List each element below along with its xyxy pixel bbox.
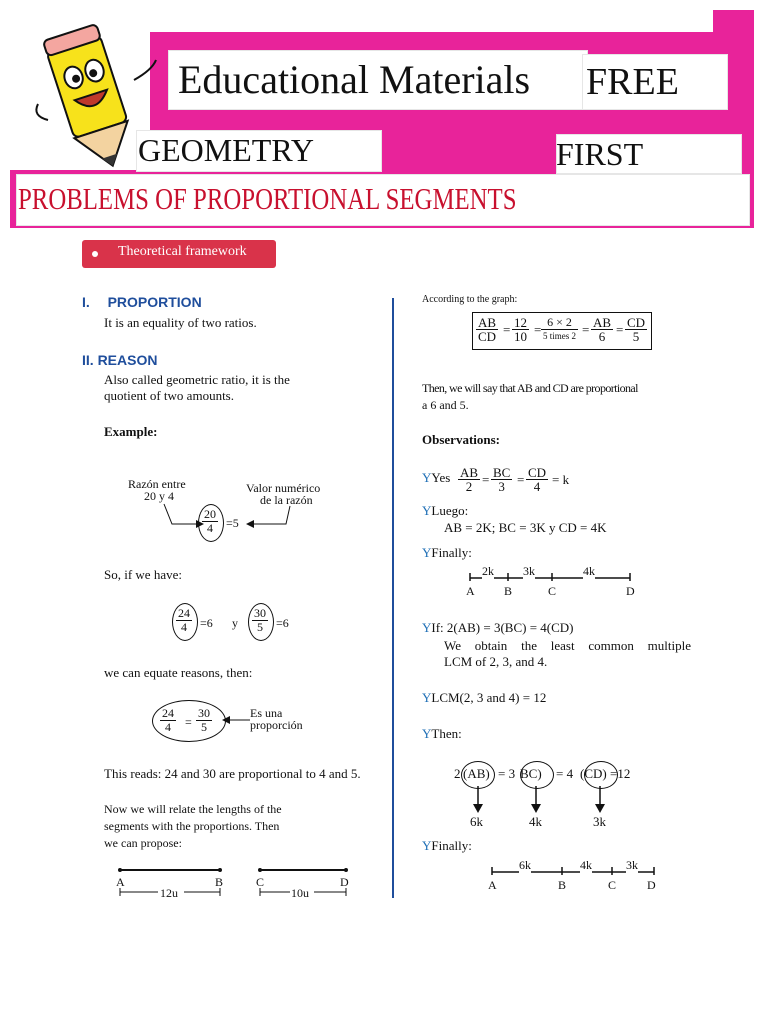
then-word: Then: [431,726,462,741]
box-12-10 [512,316,529,343]
subject-label: GEOMETRY [138,132,314,168]
seg-c-label: C [256,875,265,889]
relate-text-3: we can propose: [104,836,182,850]
bullet-y-icon: Y [422,545,432,560]
relate-text-1: Now we will relate the lengths of the [104,802,282,816]
box-cd: CD [478,329,497,344]
box-5: 5 [632,329,640,344]
line1-4k: 4k [583,564,595,578]
box-cd-2: CD [627,315,646,330]
then-text-2: a 6 and 5. [422,398,469,412]
obs-luego [422,503,468,519]
eq-12: =12 [610,766,631,781]
finally-word-2: Finally: [431,838,472,853]
example-ratio [202,508,218,535]
prop-a [160,707,176,734]
box-cd-5 [625,316,647,343]
res-3k: 3k [593,814,606,829]
eq-4: = 4 [556,766,574,781]
box-5x2-den: 5 times 2 [543,331,576,341]
yes-4: 4 [533,479,541,494]
line2-4k: 4k [580,858,592,872]
example-result: =5 [226,516,239,530]
eq-2: 2 [454,766,461,781]
yes-cd: CD [528,465,547,480]
prop-a-den: 4 [165,720,171,734]
yes-2: 2 [465,479,473,494]
seg-ab-length: 12u [160,886,178,900]
line2-d: D [647,878,656,892]
yes-ab-2 [458,466,480,493]
yes-eq-2: = [517,472,525,487]
obs-finally-2 [422,838,472,854]
obs-then [422,726,462,742]
equate-text: we can equate reasons, then: [104,665,253,680]
page-title: Educational Materials [178,57,531,102]
box-10: 10 [514,329,527,344]
seg-d-label: D [340,875,349,889]
topic-heading: PROBLEMS OF PROPORTIONAL SEGMENTS [18,181,517,216]
yes-3: 3 [498,479,505,494]
es-una-arrow [222,714,252,726]
finally-word-1: Finally: [431,545,472,560]
box-eq-3: = [582,322,590,337]
yes-k: = k [552,472,570,487]
lcm-text: LCM(2, 3 and 4) = 12 [431,690,547,705]
line2-b: B [558,878,567,892]
obtain-text-2: LCM of 2, 3, and 4. [444,654,548,669]
proportion-title: PROPORTION [107,294,202,310]
level-label: FIRST [556,136,644,172]
column-divider [392,298,394,898]
eq-cd: (CD) [580,766,607,781]
yes-bc-3 [491,466,512,493]
prop-a-num: 24 [162,706,174,720]
es-una-2: proporción [250,718,303,732]
y-word: y [232,616,238,630]
prop-b [196,707,212,734]
proportion-heading [82,294,202,310]
line2-c: C [608,878,617,892]
reason-heading [82,352,157,368]
reads-text: This reads: 24 and 30 are proportional to 4 and 5. [104,766,361,781]
box-ab-cd [476,316,498,343]
obs-if [422,620,574,636]
yes-word: Yes [431,470,451,485]
bullet-y-icon: Y [422,726,432,741]
obs-finally-1 [422,545,472,561]
reason-num: II. [82,352,94,368]
box-eq-2: = [534,322,542,337]
example-label: Example: [104,424,158,439]
box-12: 12 [514,315,527,330]
eq-arrows [466,786,616,816]
prop-eq: = [185,715,192,729]
luego-eq: AB = 2K; BC = 3K y CD = 4K [444,520,607,535]
res-6k: 6k [470,814,483,829]
ratio1-den: 4 [181,620,187,634]
prop-b-den: 5 [201,720,207,734]
yes-ab: AB [460,465,479,480]
line1-b: B [504,584,513,598]
ratio2-den: 5 [257,620,263,634]
observations-label: Observations: [422,432,500,447]
if-text: If: 2(AB) = 3(BC) = 4(CD) [431,620,574,635]
obs-lcm [422,690,546,706]
bullet-y-icon: Y [422,838,432,853]
header-magenta-topright [713,10,754,40]
bullet-y-icon: Y [422,503,432,518]
ratio1 [176,607,192,634]
es-una-1: Es una [250,706,283,720]
ratio1-result: =6 [200,616,213,630]
free-label: FREE [586,61,679,103]
so-if-text: So, if we have: [104,567,182,582]
bullet-dot-icon [92,251,98,257]
obs-yes [422,470,450,486]
seg-a-label: A [116,875,125,889]
proportion-text: It is an equality of two ratios. [104,315,257,330]
razon-label-1: Razón entre [128,477,186,491]
reason-title: REASON [97,352,158,368]
valor-label-2: de la razón [260,493,313,507]
bullet-y-icon: Y [422,690,432,705]
line1-c: C [548,584,557,598]
yes-bc: BC [493,465,511,480]
seg-cd-length: 10u [291,886,309,900]
line2-6k: 6k [519,858,531,872]
box-ab-2: AB [593,315,612,330]
razon-label-2: 20 y 4 [144,489,174,503]
box-eq-1: = [503,322,511,337]
ratio1-num: 24 [178,606,190,620]
bullet-y-icon: Y [422,620,432,635]
box-6: 6 [598,329,606,344]
line1-d: D [626,584,635,598]
line2-3k: 3k [626,858,638,872]
res-4k: 4k [529,814,542,829]
section-tag-label: Theoretical framework [118,244,247,259]
according-text: According to the graph: [422,294,518,305]
eq-3: = 3 [498,766,516,781]
box-6x2-num: 6 × 2 [541,316,578,330]
reason-text-1: Also called geometric ratio, it is the [104,372,290,387]
line1-3k: 3k [523,564,535,578]
example-den: 4 [207,521,213,535]
seg-b-label: B [215,875,224,889]
box-6x2 [541,316,578,343]
ratio2-result: =6 [276,616,289,630]
ratio2-num: 30 [254,606,266,620]
eq-ab: (AB) [463,766,490,781]
proportion-num: I. [82,294,90,310]
then-text-1: Then, we will say that AB and CD are proportional [422,381,638,395]
box-eq-4: = [616,322,624,337]
ratio2 [252,607,268,634]
luego-word: Luego: [431,503,469,518]
valor-label-1: Valor numérico [246,481,321,495]
yes-cd-4 [526,466,548,493]
prop-b-num: 30 [198,706,210,720]
obtain-text-1: We obtain the least common multiple [444,638,691,653]
header-banner [10,10,754,230]
yes-eq-1: = [482,472,490,487]
eq-bc: BC) [520,766,542,781]
line2-a: A [488,878,497,892]
line1-a: A [466,584,475,598]
relate-text-2: segments with the proportions. Then [104,819,280,833]
line1-2k: 2k [482,564,494,578]
example-num: 20 [204,507,216,521]
bullet-y-icon: Y [422,470,432,485]
box-ab: AB [478,315,497,330]
reason-text-2: quotient of two amounts. [104,388,234,403]
box-ab-6 [591,316,613,343]
section-tag [82,240,276,268]
